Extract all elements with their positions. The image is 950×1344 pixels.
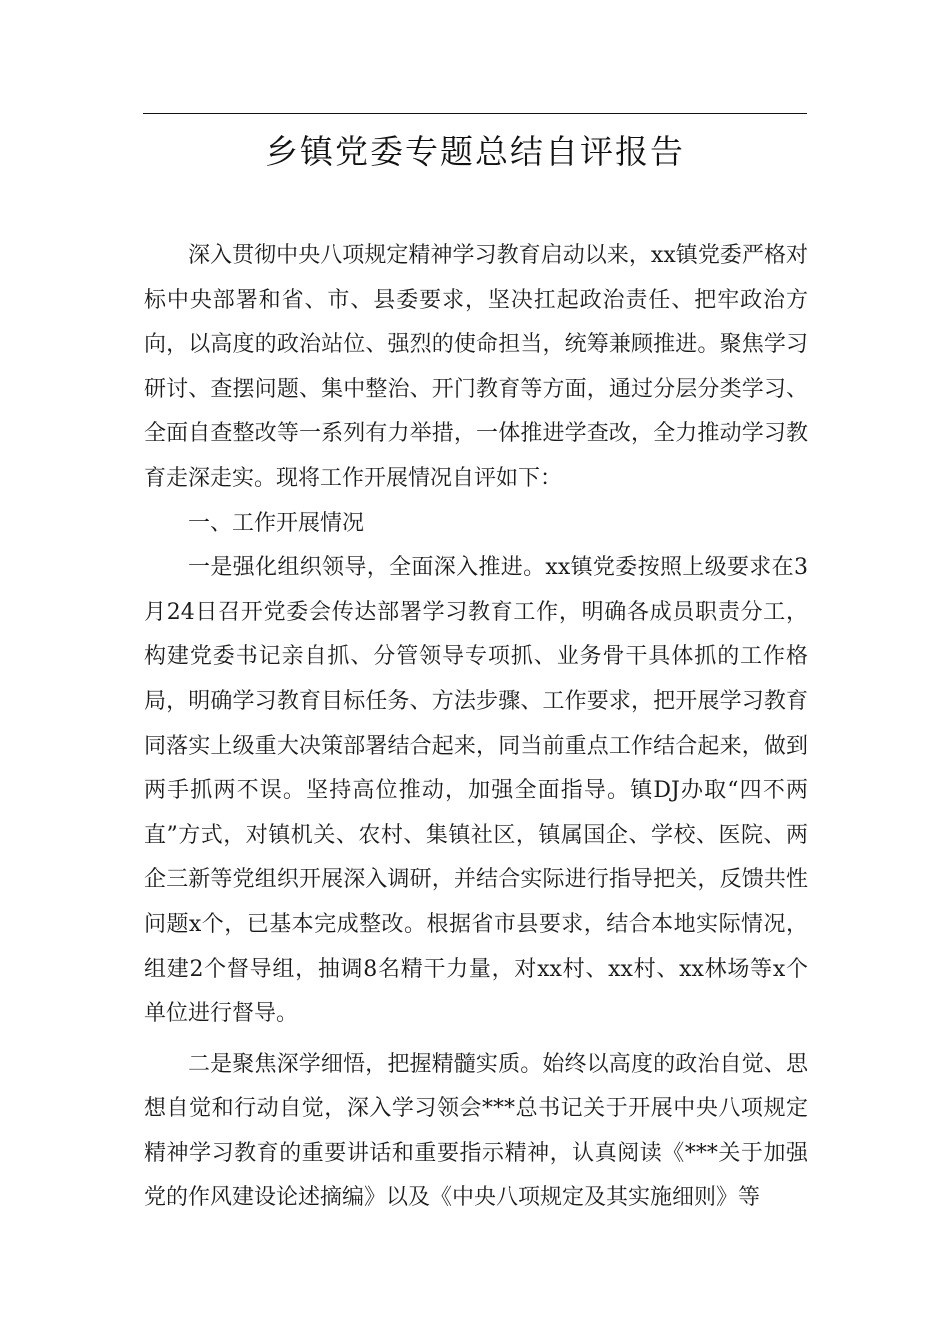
section-heading: 一、工作开展情况 — [188, 510, 365, 536]
header-rule — [143, 113, 807, 114]
document-title: 乡镇党委专题总结自评报告 — [265, 132, 685, 171]
body-paragraph: 一是强化组织领导，全面深入推进。xx镇党委按照上级要求在3月24日召开党委会传达部署学习教育工作，明确各成员职责分工，构建党委书记亲自抓、分管领导专项抓、业务骨干具体抓的工作格局，明确学习教育目标任务、方法步骤、工作要求，把开展学习教育同落实上级重大决策部署结合起来，同当前重点工作结合起来，做到两手抓两不误。坚持高位推动，加强全面指导。镇DJ办取“四不两直”方式，对镇机关、农村、集镇社区，镇属国企、学校、医院、两企三新等党组织开展深入调研，并结合实际进行指导把关，反馈共性问题x个，已基本完成整改。根据省市县要求，结合本地实际情况，组建2个督导组，抽调8名精干力量，对xx村、xx村、xx林场等x个单位进行督导。 — [144, 555, 808, 1027]
body-paragraph: 二是聚焦深学细悟，把握精髓实质。始终以高度的政治自觉、思想自觉和行动自觉，深入学习领会***总书记关于开展中央八项规定精神学习教育的重要讲话和重要指示精神，认真阅读《***关于加强党的作风建设论述摘编》以及《中央八项规定及其实施细则》等 — [144, 1051, 808, 1211]
document-body — [144, 234, 808, 1221]
intro-paragraph: 深入贯彻中央八项规定精神学习教育启动以来，xx镇党委严格对标中央部署和省、市、县委要求，坚决扛起政治责任、把牢政治方向，以高度的政治站位、强烈的使命担当，统筹兼顾推进。聚焦学习研讨、查摆问题、集中整治、开门教育等方面，通过分层分类学习、全面自查整改等一系列有力举措，一体推进学查改，全力推动学习教育走深走实。现将工作开展情况自评如下： — [144, 243, 808, 491]
